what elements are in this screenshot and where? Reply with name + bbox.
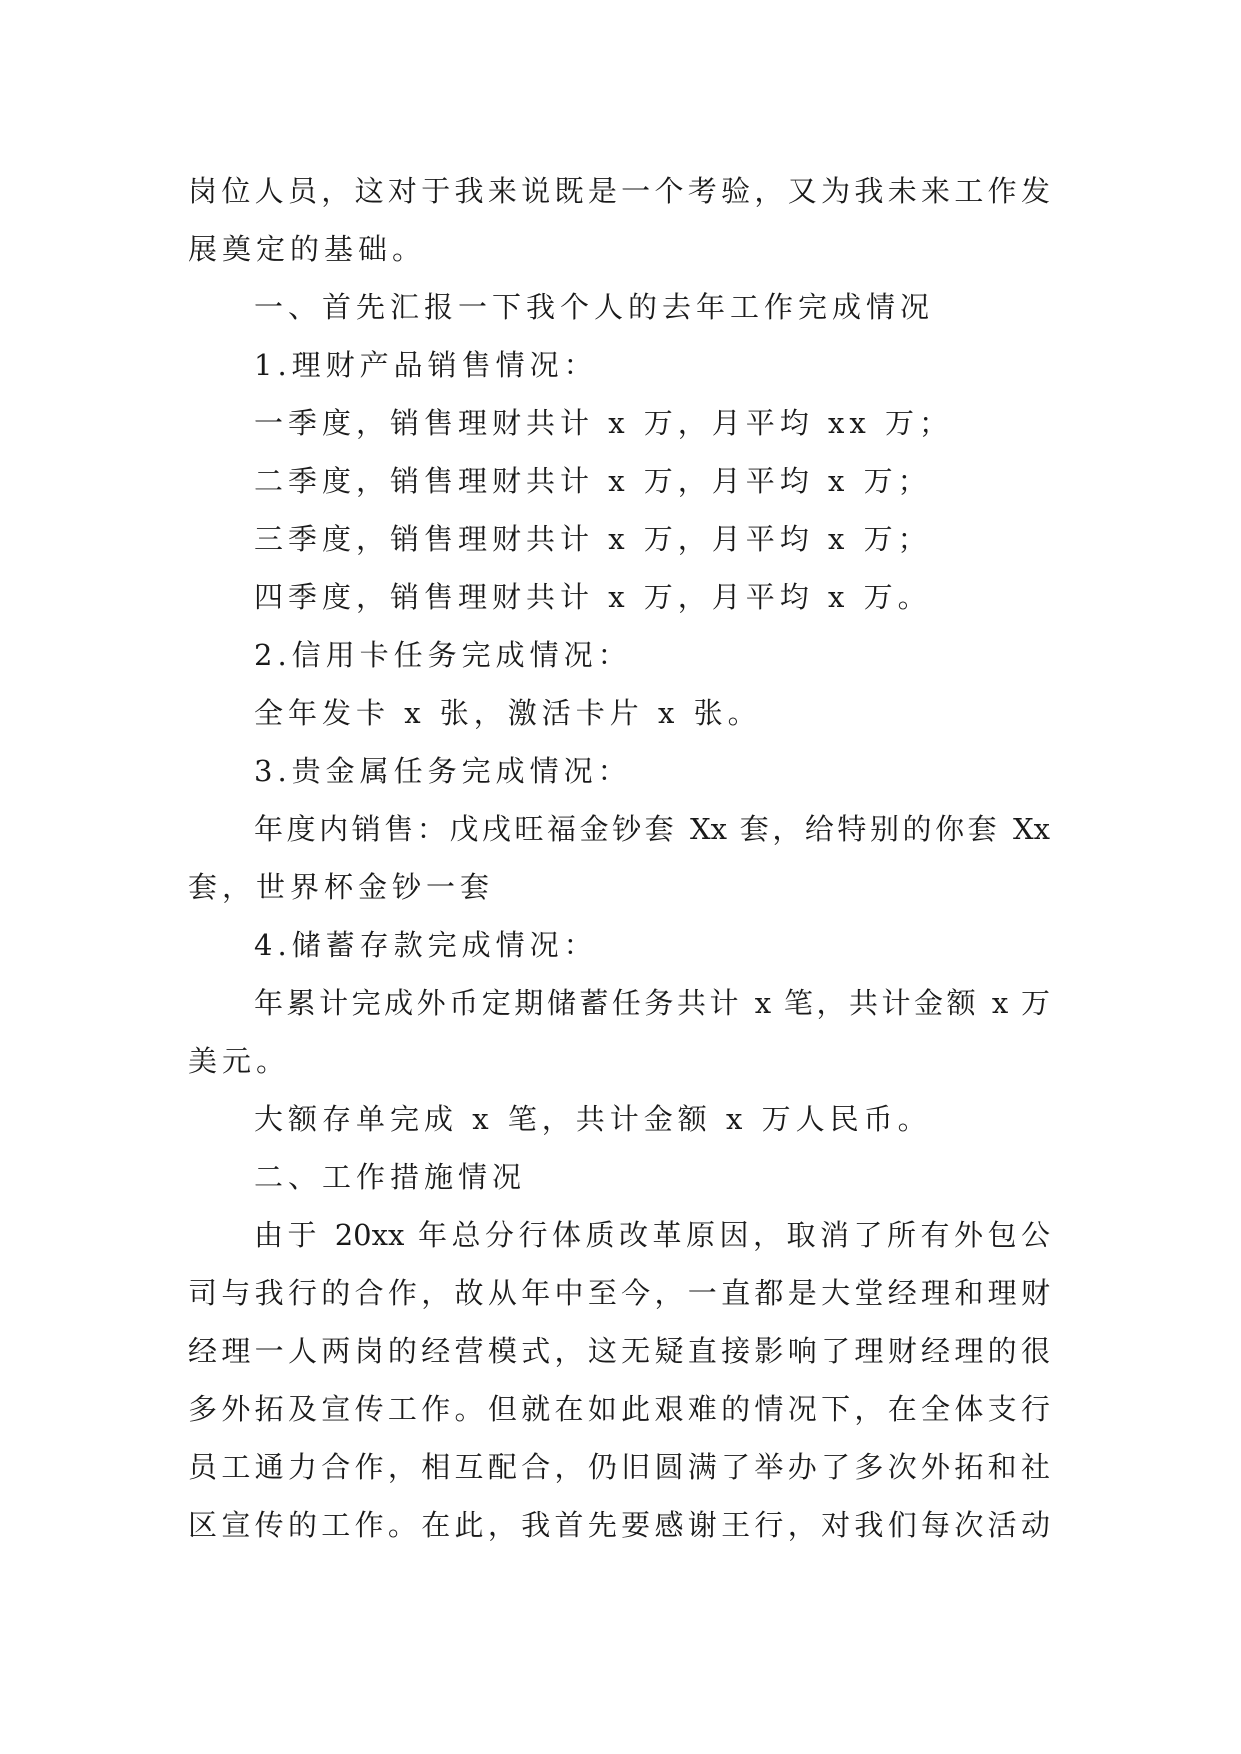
subsection-heading: 2.信用卡任务完成情况： — [254, 638, 632, 672]
paragraph-line: 大额存单完成 x 笔，共计金额 x 万人民币。 — [254, 1102, 932, 1136]
list-item: 二季度，销售理财共计 x 万，月平均 x 万； — [254, 464, 932, 498]
paragraph-line: 由于 20xx 年总分行体质改革原因，取消了所有外包公 — [254, 1218, 1050, 1252]
paragraph-line: 员工通力合作，相互配合，仍旧圆满了举办了多次外拓和社 — [188, 1450, 1050, 1484]
list-item: 四季度，销售理财共计 x 万，月平均 x 万。 — [254, 580, 932, 614]
document-body — [188, 162, 1050, 1554]
subsection-heading: 1.理财产品销售情况： — [254, 348, 598, 382]
paragraph-line: 美元。 — [188, 1044, 291, 1078]
section-heading: 一、首先汇报一下我个人的去年工作完成情况 — [254, 290, 935, 324]
paragraph-line: 年累计完成外币定期储蓄任务共计 x 笔，共计金额 x 万 — [254, 986, 1050, 1020]
paragraph-line: 经理一人两岗的经营模式，这无疑直接影响了理财经理的很 — [188, 1334, 1050, 1368]
section-heading: 二、工作措施情况 — [254, 1160, 527, 1194]
list-item: 一季度，销售理财共计 x 万，月平均 xx 万； — [254, 406, 953, 440]
subsection-heading: 3.贵金属任务完成情况： — [254, 754, 632, 788]
list-item: 全年发卡 x 张，激活卡片 x 张。 — [254, 696, 762, 730]
paragraph-line: 岗位人员，这对于我来说既是一个考验，又为我未来工作发 — [188, 174, 1050, 208]
paragraph-line: 多外拓及宣传工作。但就在如此艰难的情况下，在全体支行 — [188, 1392, 1050, 1426]
paragraph-line: 套，世界杯金钞一套 — [188, 870, 495, 904]
paragraph-line: 区宣传的工作。在此，我首先要感谢王行，对我们每次活动 — [188, 1508, 1050, 1542]
subsection-heading: 4.储蓄存款完成情况： — [254, 928, 598, 962]
paragraph-line: 展奠定的基础。 — [188, 232, 427, 266]
list-item: 三季度，销售理财共计 x 万，月平均 x 万； — [254, 522, 932, 556]
paragraph-line: 年度内销售：戊戌旺福金钞套 Xx 套，给特别的你套 Xx — [254, 812, 1050, 846]
paragraph-line: 司与我行的合作，故从年中至今，一直都是大堂经理和理财 — [188, 1276, 1050, 1310]
